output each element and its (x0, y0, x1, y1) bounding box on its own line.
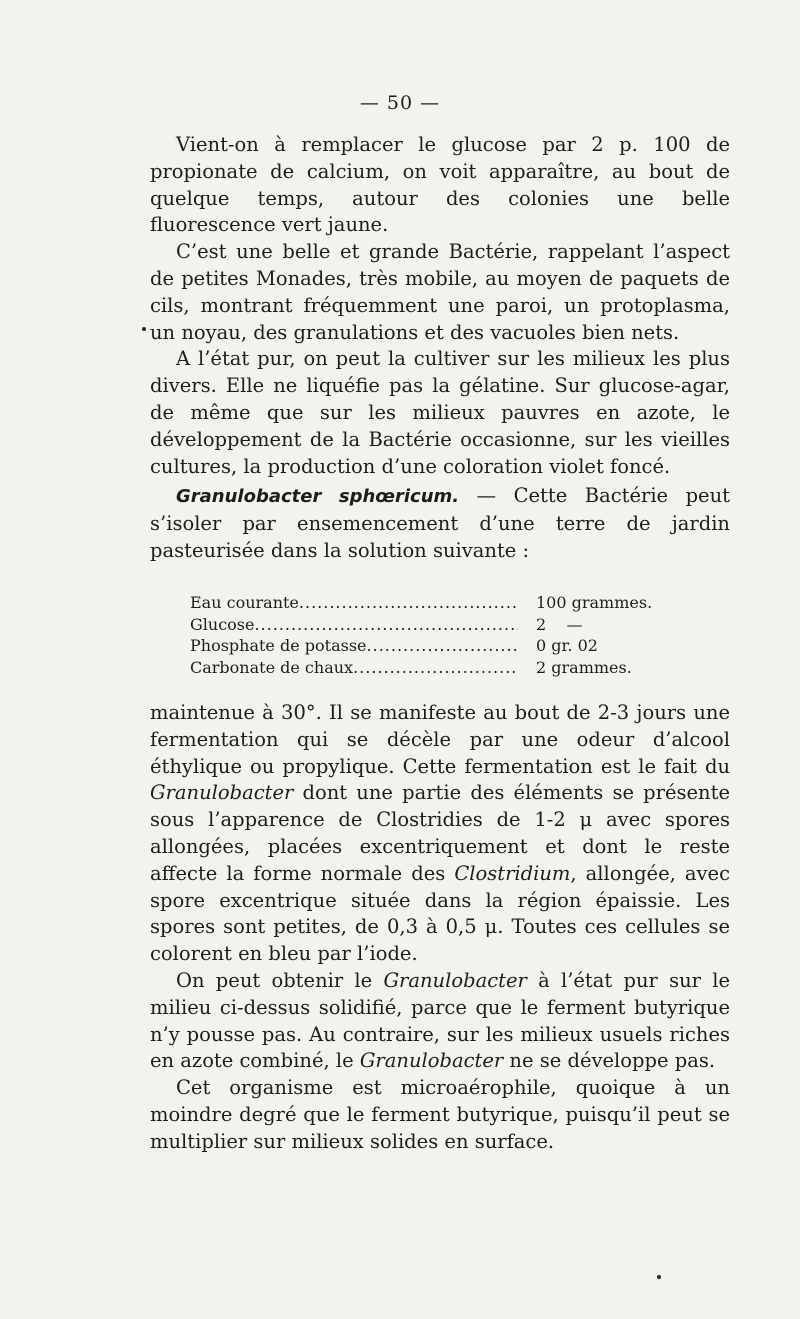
paragraph-isolation (150, 968, 730, 1075)
section-intro-text: — Cette Bactérie peut s’isoler par ensemencement d’une terre de jardin pasteurisée dans la solution suivante : (150, 484, 730, 562)
paragraph-section-intro (150, 483, 730, 564)
text-run: On peut obtenir le (176, 968, 384, 992)
recipe-row (190, 657, 690, 679)
text-run: ne se développe pas. (503, 1049, 716, 1073)
paragraph-microaerophile: Cet organisme est microaérophile, quoique à un moindre degré que le ferment butyrique, puisqu’il peut se multiplier sur milieux solides en surface. (150, 1076, 730, 1153)
recipe-row (190, 635, 690, 657)
recipe-row (190, 592, 690, 614)
species-name: Granulobacter (383, 968, 527, 992)
recipe-quantity: 2 grammes. (536, 657, 632, 677)
recipe-quantity: 2 — (536, 614, 583, 634)
section-heading: Granulobacter sphœricum. (176, 486, 460, 507)
text-run: , allongée, avec spore excentrique située dans la région épaissie. Les spores sont petites, de 0,3 à 0,5 μ. Toutes ces cellules se colorent en bleu par l’iode. (150, 861, 731, 966)
text-run: à l’état pur sur le milieu ci-dessus solidifié, parce que le ferment butyrique n’y pousse pas. Au contraire, sur les milieux usuels riches en azote combiné, le (150, 968, 731, 1073)
recipe-row (190, 614, 690, 636)
text-run: maintenue à 30°. Il se manifeste au bout de 2-3 jours une fermentation qui se décèle par une odeur d’alcool éthylique ou propylique. Cette fermentation est le fait du (150, 701, 730, 778)
species-name: Granulobacter (150, 781, 294, 805)
recipe-ingredient: Glucose ..... (190, 614, 518, 636)
paragraph-propionate: Vient-on à remplacer le glucose par 2 p. 100 de propionate de calcium, on voit apparaître, au bout de quelque temps, autour des colonies une belle fluorescence vert jaune. (150, 133, 730, 237)
text-run: dont une partie des éléments se présente sous l’apparence de Clostridies de 1-2 μ avec spores allongées, placées excentriquement et dont le reste affecte la forme normale des (150, 781, 730, 885)
recipe-quantity: 100 grammes. (536, 593, 653, 612)
page-number: — 50 — (359, 92, 441, 114)
recipe-ingredient: Carbonate de chaux ..... (190, 657, 518, 679)
text-block-section (150, 483, 730, 564)
text-block-fermentation (150, 700, 730, 1156)
species-name: Granulobacter (359, 1049, 504, 1073)
recipe-quantity: 0 gr. 02 (536, 636, 598, 655)
text-block-intro (150, 132, 730, 480)
recipe-ingredient: Phosphate de potasse ..... (190, 635, 518, 657)
print-speck (142, 327, 146, 331)
genus-name: Clostridium (454, 861, 571, 885)
recipe-ingredient: Eau courante ..... (190, 592, 518, 614)
paragraph-fermentation (150, 700, 730, 968)
print-speck (657, 1275, 661, 1279)
paragraph-culture: A l’état pur, on peut la cultiver sur les milieux les plus divers. Elle ne liquéfie pas la gélatine. Sur glucose-agar, de même que sur les milieux pauvres en azote, le développement de la Bactérie occasionne, sur les vieilles cultures, la production d’une coloration violet foncé. (150, 347, 730, 478)
recipe-table (190, 592, 690, 678)
paragraph-bacteria-description: C’est une belle et grande Bactérie, rappelant l’aspect de petites Monades, très mobile, au moyen de paquets de cils, montrant fréquemment une paroi, un protoplasma, un noyau, des granulations et des vacuoles bien nets. (150, 240, 730, 344)
